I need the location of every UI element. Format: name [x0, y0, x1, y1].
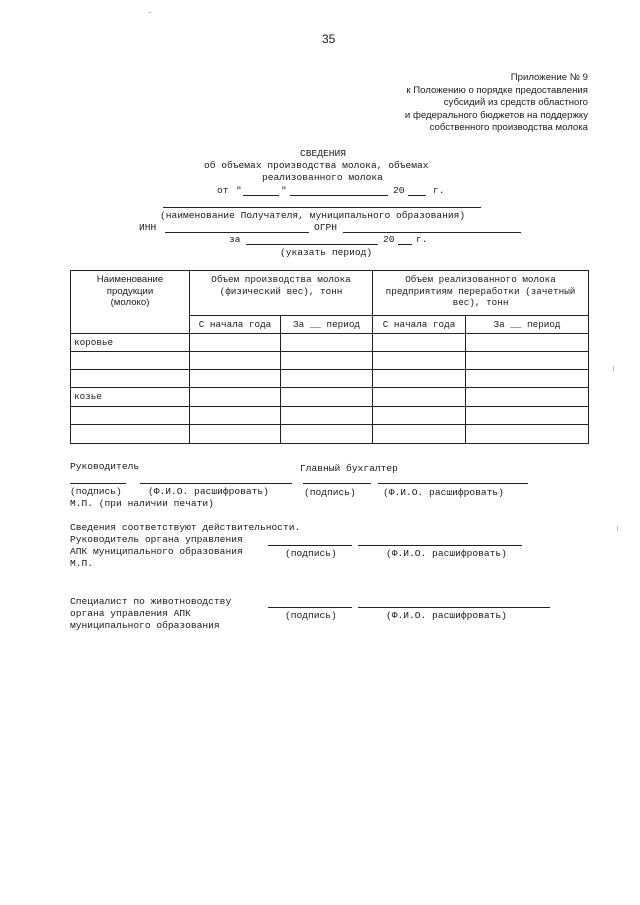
apk-head-signature-field[interactable] — [268, 545, 352, 546]
table-cell[interactable] — [373, 388, 466, 407]
table-cell[interactable] — [281, 370, 373, 388]
table-cell[interactable] — [281, 334, 373, 352]
col-header-product — [71, 271, 190, 334]
annex-line: собственного производства молока — [429, 122, 588, 134]
subheader-production-ytd: С начала года — [190, 316, 281, 334]
inn-label: ИНН — [139, 222, 157, 233]
date-year-suffix: г. — [433, 185, 445, 196]
apk-head-name-caption: (Ф.И.О. расшифровать) — [386, 548, 507, 559]
subheader-sales-ytd: С начала года — [373, 316, 466, 334]
specialist-label-line2: органа управления АПК — [70, 608, 191, 619]
confirmation-text: Сведения соответствуют действительности. — [70, 522, 301, 533]
document-subtitle-line2: реализованного молока — [262, 172, 383, 183]
ogrn-label: ОГРН — [314, 222, 338, 233]
row-label-cow: коровье — [71, 334, 190, 352]
accountant-signature-caption: (подпись) — [304, 487, 356, 498]
date-label-ot: от — [217, 185, 229, 196]
head-name-caption: (Ф.И.О. расшифровать) — [148, 486, 269, 497]
head-name-field[interactable] — [140, 483, 292, 484]
annex-reference — [405, 72, 588, 135]
table-row — [71, 425, 589, 444]
date-quote-open: " — [236, 185, 242, 196]
table-row — [71, 407, 589, 425]
subheader-sales-period: За __ период — [466, 316, 589, 334]
specialist-signature-field[interactable] — [268, 607, 352, 608]
inn-field[interactable] — [165, 232, 309, 233]
table-cell[interactable] — [190, 425, 281, 444]
table-row — [71, 352, 589, 370]
chief-accountant-label: Главный бухгалтер — [300, 463, 398, 474]
period-year-field[interactable] — [398, 244, 412, 245]
row-label — [71, 425, 190, 444]
accountant-name-caption: (Ф.И.О. расшифровать) — [383, 487, 504, 498]
table-cell[interactable] — [190, 388, 281, 407]
specialist-name-caption: (Ф.И.О. расшифровать) — [386, 610, 507, 621]
apk-head-name-field[interactable] — [358, 545, 522, 546]
table-cell[interactable] — [281, 352, 373, 370]
apk-head-signature-caption: (подпись) — [285, 548, 337, 559]
scan-speck — [617, 526, 618, 531]
date-year-prefix: 20 — [393, 185, 405, 196]
apk-stamp-label: М.П. — [70, 558, 94, 569]
accountant-name-field[interactable] — [378, 483, 528, 484]
specialist-label-line1: Специалист по животноводству — [70, 596, 232, 607]
annex-line: и федерального бюджетов на поддержку — [404, 109, 588, 121]
specialist-name-field[interactable] — [358, 607, 550, 608]
period-caption: (указать период) — [280, 247, 373, 258]
specialist-signature-caption: (подпись) — [285, 610, 337, 621]
col-header-production — [190, 271, 373, 316]
table-cell[interactable] — [373, 407, 466, 425]
table-row — [71, 334, 589, 352]
date-day-field[interactable] — [243, 195, 279, 196]
table-cell[interactable] — [466, 352, 589, 370]
table-row — [71, 388, 589, 407]
document-subtitle-line1: об объемах производства молока, объемах — [204, 160, 429, 171]
table-cell[interactable] — [466, 370, 589, 388]
row-label — [71, 352, 190, 370]
col-header-production-text: Объем производства молока (физический вес), тонн — [211, 274, 351, 297]
milk-volume-table — [70, 270, 589, 444]
table-cell[interactable] — [281, 407, 373, 425]
table-cell[interactable] — [190, 407, 281, 425]
table-cell[interactable] — [466, 388, 589, 407]
annex-line: субсидий из средств областного — [443, 97, 588, 109]
date-quote-close: " — [281, 185, 287, 196]
table-cell[interactable] — [373, 425, 466, 444]
row-label-goat: козье — [71, 388, 190, 407]
date-month-field[interactable] — [290, 195, 388, 196]
page-number: 35 — [322, 32, 336, 46]
table-cell[interactable] — [466, 425, 589, 444]
annex-line: Приложение № 9 — [510, 72, 588, 83]
stamp-note: М.П. (при наличии печати) — [70, 498, 214, 509]
table-cell[interactable] — [190, 352, 281, 370]
period-field[interactable] — [246, 244, 378, 245]
row-label — [71, 407, 190, 425]
subheader-production-period: За __ период — [281, 316, 373, 334]
table-cell[interactable] — [373, 334, 466, 352]
table-cell[interactable] — [373, 352, 466, 370]
date-year-field[interactable] — [408, 195, 426, 196]
row-label — [71, 370, 190, 388]
table-row — [71, 370, 589, 388]
table-cell[interactable] — [466, 407, 589, 425]
table-cell[interactable] — [466, 334, 589, 352]
period-year-prefix: 20 — [383, 234, 395, 245]
head-signature-caption: (подпись) — [70, 486, 122, 497]
period-year-suffix: г. — [416, 234, 428, 245]
col-header-sales-text: Объем реализованного молока предприятиям переработки (зачетный вес), тонн — [385, 274, 576, 308]
apk-head-label-line1: Руководитель органа управления — [70, 534, 243, 545]
specialist-label-line3: муниципального образования — [70, 620, 220, 631]
head-signature-field[interactable] — [70, 483, 126, 484]
col-header-product-text: Наименование продукции (молоко) — [96, 274, 164, 308]
annex-line: к Положению о порядке предоставления — [406, 84, 588, 96]
table-cell[interactable] — [281, 388, 373, 407]
recipient-name-field[interactable] — [163, 207, 481, 208]
table-cell[interactable] — [190, 334, 281, 352]
recipient-caption: (наименование Получателя, муниципального образования) — [160, 210, 466, 221]
accountant-signature-field[interactable] — [303, 483, 371, 484]
head-label: Руководитель — [70, 461, 140, 472]
table-cell[interactable] — [190, 370, 281, 388]
col-header-sales — [373, 271, 589, 316]
document-title: СВЕДЕНИЯ — [300, 148, 347, 159]
table-cell[interactable] — [281, 425, 373, 444]
table-cell[interactable] — [373, 370, 466, 388]
ogrn-field[interactable] — [343, 232, 521, 233]
apk-head-label-line2: АПК муниципального образования — [70, 546, 243, 557]
scan-speck — [613, 366, 614, 372]
period-label-za: за — [229, 234, 241, 245]
scan-speck — [149, 12, 151, 13]
